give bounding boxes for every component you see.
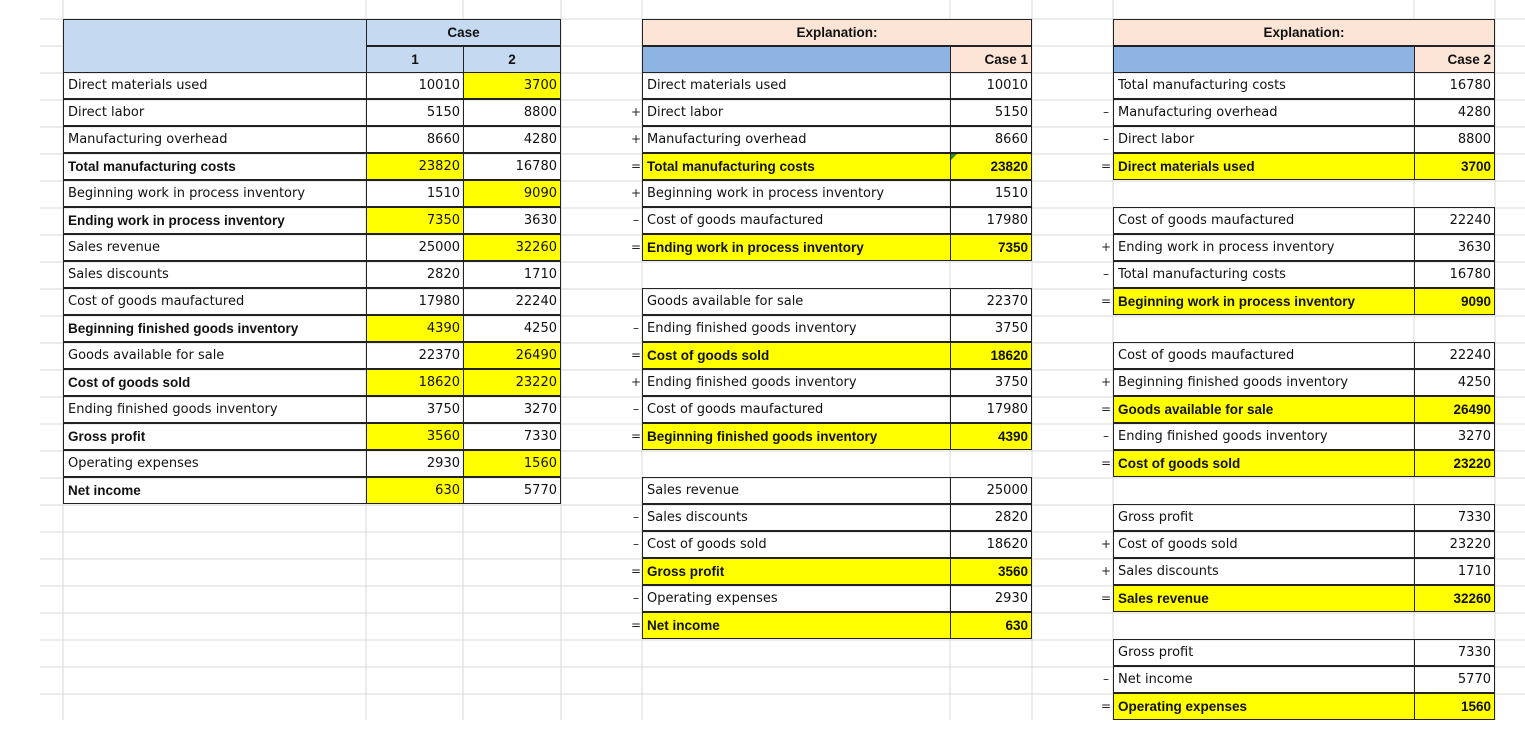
t2-sign: + — [631, 105, 642, 119]
t3-value[interactable]: 8800 — [1414, 126, 1495, 153]
t1-case1-value[interactable]: 22370 — [366, 342, 464, 369]
t2-value[interactable]: 4390 — [950, 423, 1032, 450]
t1-label[interactable]: Direct labor — [63, 99, 367, 126]
t2-label[interactable]: Beginning work in process inventory — [642, 180, 951, 207]
t1-label[interactable]: Ending finished goods inventory — [63, 396, 367, 423]
t1-case1-value[interactable]: 8660 — [366, 126, 464, 153]
t2-sign — [631, 477, 641, 504]
t1-case2-value[interactable]: 8800 — [463, 99, 561, 126]
t2-sign — [631, 288, 641, 315]
t1-case2-value[interactable]: 4280 — [463, 126, 561, 153]
t2-sign: – — [633, 537, 639, 551]
t1-label[interactable]: Beginning finished goods inventory — [63, 315, 367, 342]
t3-label[interactable]: Cost of goods sold — [1113, 531, 1415, 558]
t2-value[interactable]: 10010 — [950, 72, 1032, 99]
t2-sign: – — [633, 321, 639, 335]
t2-sign: = — [631, 429, 642, 443]
t3-value[interactable]: 16780 — [1414, 72, 1495, 99]
t3-label[interactable]: Operating expenses — [1113, 693, 1415, 720]
case-header[interactable]: Case — [366, 19, 561, 46]
t3-sign: = — [1101, 294, 1112, 308]
t3-sign: – — [1103, 267, 1109, 281]
t3-label[interactable]: Gross profit — [1113, 504, 1415, 531]
t3-value[interactable]: 3630 — [1414, 234, 1495, 261]
t2-sign — [631, 72, 641, 99]
t3-label[interactable]: Total manufacturing costs — [1113, 72, 1415, 99]
t1-label[interactable]: Beginning work in process inventory — [63, 180, 367, 207]
t3-label[interactable]: Sales discounts — [1113, 558, 1415, 585]
t3-sign: = — [1101, 159, 1112, 173]
t3-sign: – — [1103, 132, 1109, 146]
t3-label[interactable]: Direct materials used — [1113, 153, 1415, 180]
t3-sign — [1101, 72, 1111, 99]
t1-case2-value[interactable]: 23220 — [463, 369, 561, 396]
explanation-1-case-label[interactable]: Case 1 — [950, 46, 1032, 73]
t1-label[interactable]: Sales discounts — [63, 261, 367, 288]
t1-case2-value[interactable]: 3630 — [463, 207, 561, 234]
t2-label[interactable]: Cost of goods maufactured — [642, 396, 951, 423]
t3-value[interactable]: 9090 — [1414, 288, 1495, 315]
t2-value[interactable]: 3750 — [950, 369, 1032, 396]
t1-case1-value[interactable]: 25000 — [366, 234, 464, 261]
t1-label[interactable]: Direct materials used — [63, 72, 367, 99]
t1-label[interactable]: Cost of goods sold — [63, 369, 367, 396]
t1-case1-value[interactable]: 3750 — [366, 396, 464, 423]
explanation-1-subheader-blank[interactable] — [642, 46, 951, 73]
t3-label[interactable]: Net income — [1113, 666, 1415, 693]
t3-value[interactable]: 1710 — [1414, 558, 1495, 585]
t1-case1-value[interactable]: 23820 — [366, 153, 464, 180]
t2-sign: = — [631, 240, 642, 254]
t2-value[interactable]: 3750 — [950, 315, 1032, 342]
t1-case2-value[interactable]: 4250 — [463, 315, 561, 342]
t2-label[interactable]: Ending finished goods inventory — [642, 315, 951, 342]
t3-sign: + — [1101, 537, 1112, 551]
t3-value[interactable]: 23220 — [1414, 531, 1495, 558]
t1-case2-value[interactable]: 22240 — [463, 288, 561, 315]
t2-value[interactable]: 25000 — [950, 477, 1032, 504]
t2-label[interactable]: Sales revenue — [642, 477, 951, 504]
t1-case1-value[interactable]: 2930 — [366, 450, 464, 477]
case-header-blank[interactable] — [63, 19, 367, 73]
t2-label[interactable]: Operating expenses — [642, 585, 951, 612]
t2-value[interactable]: 8660 — [950, 126, 1032, 153]
t1-case2-value[interactable]: 26490 — [463, 342, 561, 369]
t3-value[interactable]: 3270 — [1414, 423, 1495, 450]
t3-sign — [1101, 504, 1111, 531]
t2-value[interactable]: 630 — [950, 612, 1032, 639]
t3-sign: = — [1101, 456, 1112, 470]
explanation-2-case-label[interactable]: Case 2 — [1414, 46, 1495, 73]
t3-label[interactable]: Ending finished goods inventory — [1113, 423, 1415, 450]
t2-label[interactable]: Goods available for sale — [642, 288, 951, 315]
t3-sign: – — [1103, 429, 1109, 443]
t2-value[interactable]: 22370 — [950, 288, 1032, 315]
t2-label[interactable]: Direct materials used — [642, 72, 951, 99]
t1-label[interactable]: Gross profit — [63, 423, 367, 450]
t1-label[interactable]: Total manufacturing costs — [63, 153, 367, 180]
t3-value[interactable]: 32260 — [1414, 585, 1495, 612]
t3-label[interactable]: Cost of goods maufactured — [1113, 207, 1415, 234]
t3-value[interactable]: 22240 — [1414, 342, 1495, 369]
t2-sign: + — [631, 186, 642, 200]
t1-case2-value[interactable]: 3270 — [463, 396, 561, 423]
case-col-2-header[interactable]: 2 — [463, 46, 561, 73]
t3-sign — [1101, 639, 1111, 666]
t1-case2-value[interactable]: 5770 — [463, 477, 561, 504]
t2-sign: – — [633, 591, 639, 605]
t3-sign: – — [1103, 672, 1109, 686]
t3-sign: = — [1101, 402, 1112, 416]
t2-sign: – — [633, 402, 639, 416]
t2-sign: = — [631, 159, 642, 173]
t1-case2-value[interactable]: 16780 — [463, 153, 561, 180]
t2-label[interactable]: Cost of goods sold — [642, 342, 951, 369]
t1-label[interactable]: Goods available for sale — [63, 342, 367, 369]
t2-value[interactable]: 17980 — [950, 207, 1032, 234]
explanation-2-header[interactable]: Explanation: — [1113, 19, 1495, 46]
t2-sign: = — [631, 618, 642, 632]
t2-value[interactable]: 5150 — [950, 99, 1032, 126]
t3-label[interactable]: Beginning work in process inventory — [1113, 288, 1415, 315]
t2-sign: = — [631, 348, 642, 362]
t2-value[interactable]: 23820 — [950, 153, 1032, 180]
t3-label[interactable]: Manufacturing overhead — [1113, 99, 1415, 126]
t3-value[interactable]: 23220 — [1414, 450, 1495, 477]
t2-label[interactable]: Cost of goods sold — [642, 531, 951, 558]
t2-label[interactable]: Beginning finished goods inventory — [642, 423, 951, 450]
t3-sign: = — [1101, 591, 1112, 605]
t2-value[interactable]: 17980 — [950, 396, 1032, 423]
t2-label[interactable]: Ending finished goods inventory — [642, 369, 951, 396]
t3-label[interactable]: Goods available for sale — [1113, 396, 1415, 423]
t1-label[interactable]: Sales revenue — [63, 234, 367, 261]
t1-case2-value[interactable]: 1710 — [463, 261, 561, 288]
t1-label[interactable]: Net income — [63, 477, 367, 504]
t2-label[interactable]: Ending work in process inventory — [642, 234, 951, 261]
t3-label[interactable]: Cost of goods sold — [1113, 450, 1415, 477]
t1-case2-value[interactable]: 9090 — [463, 180, 561, 207]
case-col-1-header[interactable]: 1 — [366, 46, 464, 73]
t3-sign — [1101, 207, 1111, 234]
t3-label[interactable]: Sales revenue — [1113, 585, 1415, 612]
t3-label[interactable]: Ending work in process inventory — [1113, 234, 1415, 261]
t3-sign: = — [1101, 699, 1112, 713]
t2-sign: = — [631, 564, 642, 578]
t2-label[interactable]: Gross profit — [642, 558, 951, 585]
t2-label[interactable]: Cost of goods maufactured — [642, 207, 951, 234]
t2-value[interactable]: 1510 — [950, 180, 1032, 207]
t1-label[interactable]: Operating expenses — [63, 450, 367, 477]
t3-sign: + — [1101, 564, 1112, 578]
t1-case1-value[interactable]: 3560 — [366, 423, 464, 450]
t3-value[interactable]: 4250 — [1414, 369, 1495, 396]
t2-label[interactable]: Direct labor — [642, 99, 951, 126]
t2-value[interactable]: 7350 — [950, 234, 1032, 261]
t1-case2-value[interactable]: 7330 — [463, 423, 561, 450]
t3-value[interactable]: 1560 — [1414, 693, 1495, 720]
t3-value[interactable]: 16780 — [1414, 261, 1495, 288]
t3-value[interactable]: 7330 — [1414, 504, 1495, 531]
t2-value[interactable]: 18620 — [950, 342, 1032, 369]
t1-case1-value[interactable]: 630 — [366, 477, 464, 504]
t3-label[interactable]: Cost of goods maufactured — [1113, 342, 1415, 369]
t3-value[interactable]: 22240 — [1414, 207, 1495, 234]
t1-case2-value[interactable]: 1560 — [463, 450, 561, 477]
t1-case1-value[interactable]: 17980 — [366, 288, 464, 315]
t3-sign: + — [1101, 375, 1112, 389]
t3-value[interactable]: 26490 — [1414, 396, 1495, 423]
t3-sign — [1101, 342, 1111, 369]
t2-value[interactable]: 2930 — [950, 585, 1032, 612]
t1-label[interactable]: Manufacturing overhead — [63, 126, 367, 153]
t2-label[interactable]: Manufacturing overhead — [642, 126, 951, 153]
t1-case1-value[interactable]: 18620 — [366, 369, 464, 396]
t2-label[interactable]: Total manufacturing costs — [642, 153, 951, 180]
t2-value[interactable]: 2820 — [950, 504, 1032, 531]
t1-case2-value[interactable]: 32260 — [463, 234, 561, 261]
t1-case2-value[interactable]: 3700 — [463, 72, 561, 99]
t3-sign: – — [1103, 105, 1109, 119]
t2-value[interactable]: 3560 — [950, 558, 1032, 585]
t3-label[interactable]: Beginning finished goods inventory — [1113, 369, 1415, 396]
t2-sign: + — [631, 375, 642, 389]
t3-value[interactable]: 4280 — [1414, 99, 1495, 126]
t3-sign: + — [1101, 240, 1112, 254]
t2-label[interactable]: Net income — [642, 612, 951, 639]
t1-label[interactable]: Ending work in process inventory — [63, 207, 367, 234]
t1-case1-value[interactable]: 10010 — [366, 72, 464, 99]
t1-case1-value[interactable]: 7350 — [366, 207, 464, 234]
t2-sign: + — [631, 132, 642, 146]
t3-value[interactable]: 7330 — [1414, 639, 1495, 666]
t1-case1-value[interactable]: 1510 — [366, 180, 464, 207]
t2-sign: – — [633, 213, 639, 227]
t3-value[interactable]: 3700 — [1414, 153, 1495, 180]
t1-case1-value[interactable]: 5150 — [366, 99, 464, 126]
t2-label[interactable]: Sales discounts — [642, 504, 951, 531]
t3-label[interactable]: Total manufacturing costs — [1113, 261, 1415, 288]
explanation-2-subheader-blank[interactable] — [1113, 46, 1415, 73]
t1-case1-value[interactable]: 2820 — [366, 261, 464, 288]
cell-comment-marker-icon — [951, 154, 957, 160]
t1-label[interactable]: Cost of goods maufactured — [63, 288, 367, 315]
t2-value[interactable]: 18620 — [950, 531, 1032, 558]
t3-label[interactable]: Gross profit — [1113, 639, 1415, 666]
t2-sign: – — [633, 510, 639, 524]
explanation-1-header[interactable]: Explanation: — [642, 19, 1032, 46]
t3-value[interactable]: 5770 — [1414, 666, 1495, 693]
t1-case1-value[interactable]: 4390 — [366, 315, 464, 342]
t3-label[interactable]: Direct labor — [1113, 126, 1415, 153]
